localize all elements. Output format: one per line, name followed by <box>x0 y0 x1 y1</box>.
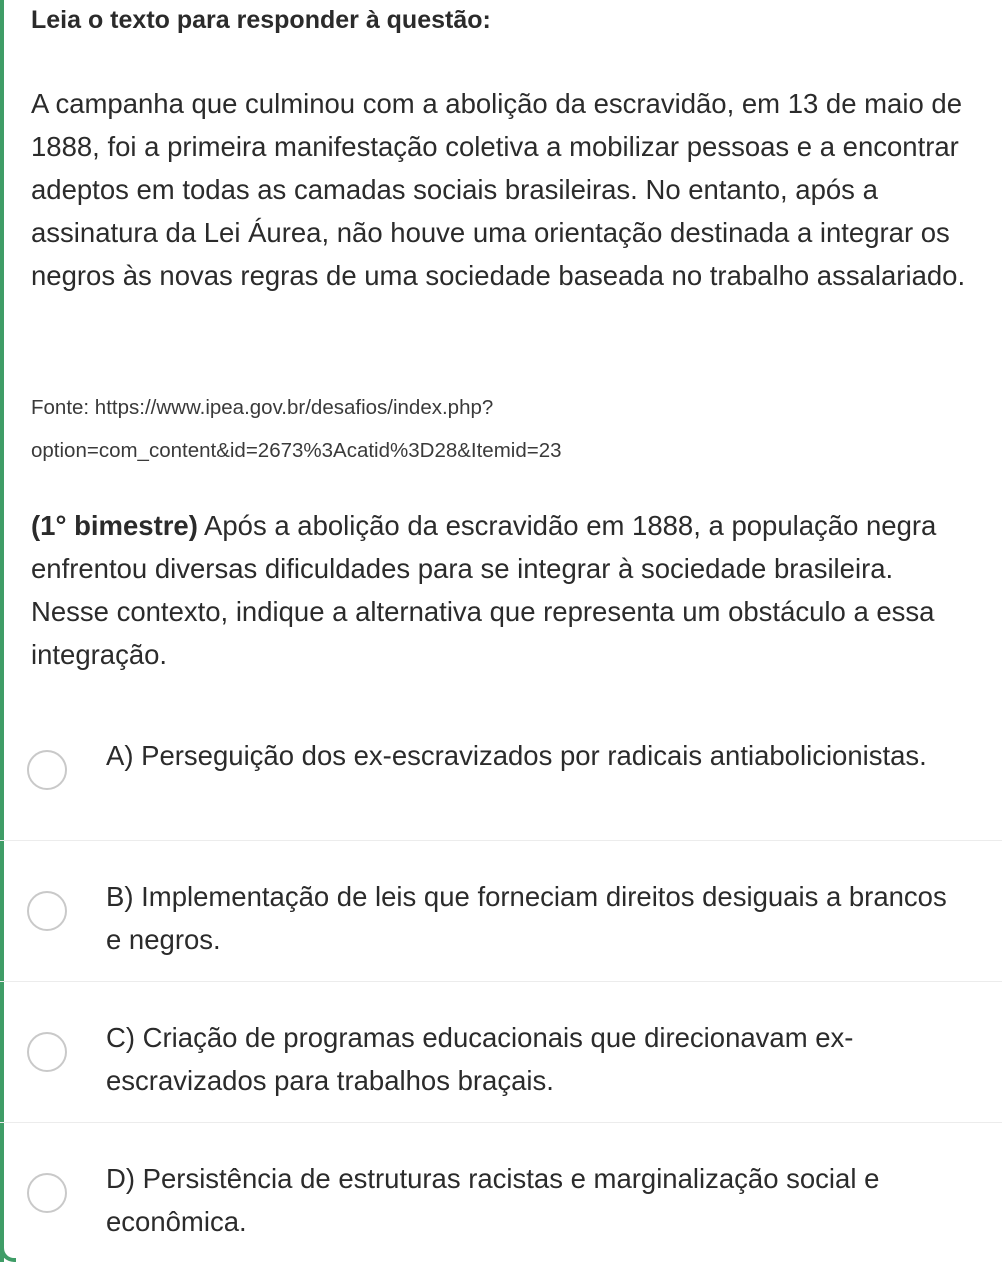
reading-passage: A campanha que culminou com a abolição da escravidão, em 13 de maio de 1888, foi a primeira manifestação coletiva a mobilizar pessoas e a encontrar adeptos em todas as camadas sociais brasileiras. No entanto, após a assinatura da Lei Áurea, não houve uma orientação destinada a integrar os negros às novas regras de uma sociedade baseada no trabalho assalariado. <box>31 88 966 291</box>
option-a[interactable] <box>0 700 1002 841</box>
question-text: Após a abolição da escravidão em 1888, a população negra enfrentou diversas dificuldades para se integrar à sociedade brasileira. Nesse contexto, indique a alternativa que representa um obstáculo a essa integração. <box>31 510 937 670</box>
option-b-label[interactable]: B) Implementação de leis que forneciam direitos desiguais a brancos e negros. <box>106 881 947 955</box>
source-line-1: Fonte: https://www.ipea.gov.br/desafios/index.php? <box>31 396 494 419</box>
question-tag: (1° bimestre) <box>31 510 198 541</box>
instruction-heading: Leia o texto para responder à questão: <box>31 6 491 34</box>
source-citation <box>31 386 831 472</box>
option-c[interactable] <box>0 982 1002 1123</box>
option-d-label[interactable]: D) Persistência de estruturas racistas e marginalização social e econômica. <box>106 1163 880 1237</box>
question-stem <box>31 504 976 676</box>
radio-d-icon[interactable] <box>27 1173 67 1213</box>
radio-c-icon[interactable] <box>27 1032 67 1072</box>
option-b[interactable] <box>0 841 1002 982</box>
radio-a-icon[interactable] <box>27 750 67 790</box>
option-c-label[interactable]: C) Criação de programas educacionais que direcionavam ex-escravizados para trabalhos braçais. <box>106 1022 854 1096</box>
option-d[interactable] <box>0 1123 1002 1264</box>
option-a-label[interactable]: A) Perseguição dos ex-escravizados por radicais antiabolicionistas. <box>106 740 927 771</box>
radio-b-icon[interactable] <box>27 891 67 931</box>
source-line-2: option=com_content&id=2673%3Acatid%3D28&Itemid=23 <box>31 439 562 462</box>
